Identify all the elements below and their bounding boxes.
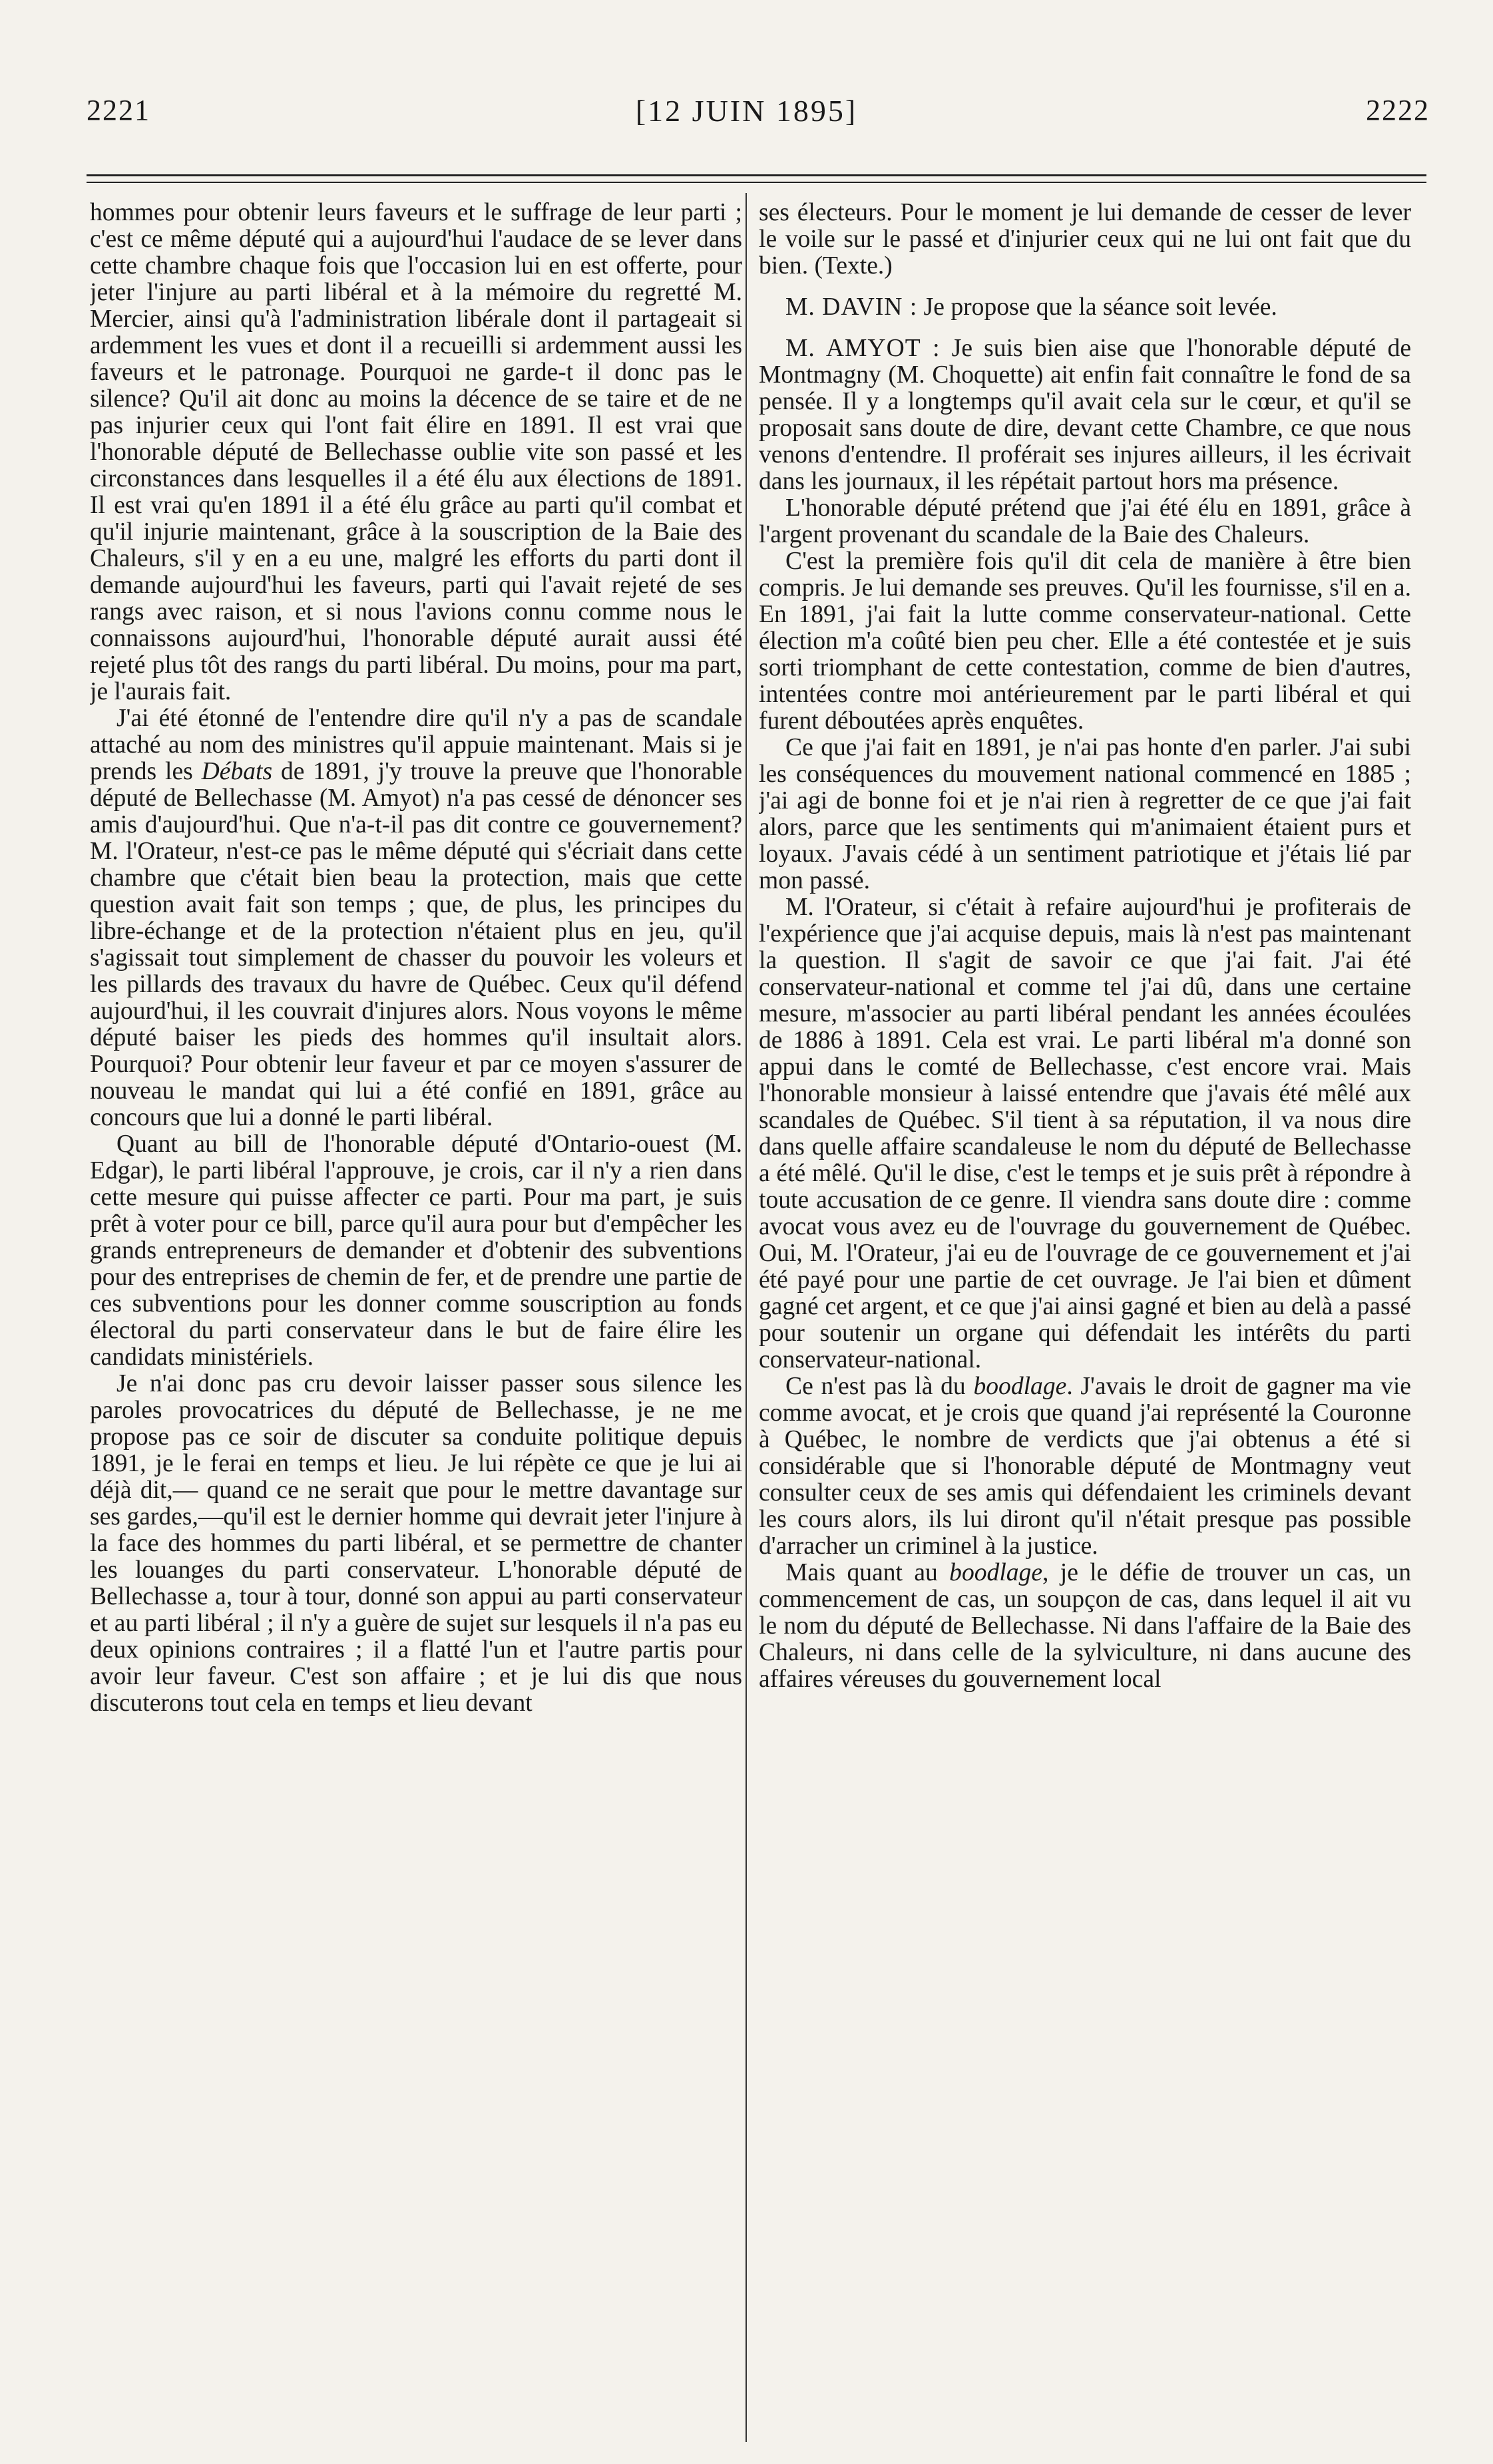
paragraph: Ce que j'ai fait en 1891, je n'ai pas honte d'en parler. J'ai subi les conséquences du mouvement national commencé en 1885 ; j'ai agi de bonne foi et je n'ai rien à regretter de ce que j'ai fait alors, parce que les sentiments qui m'animaient étaient purs et loyaux. J'avais cédé à un sentiment patriotique et j'étais lié par mon passé. bbox=[759, 734, 1411, 894]
paragraph: C'est la première fois qu'il dit cela de manière à être bien compris. Je lui demande ses preuves. Qu'il les fournisse, s'il en a. En 1891, j'ai fait la lutte comme conservateur-national. Cette élection m'a coûté bien peu cher. Elle a été contestée et je suis sorti triomphant de cette contestation, comme de bien d'autres, intentées contre moi antérieurement par le parti libéral et qui furent déboutées après enquêtes. bbox=[759, 548, 1411, 735]
text-run: . J'avais le droit de gagner ma vie comme avocat, et je crois que quand j'ai représenté la Couronne à Québec, le nombre de verdicts que j'ai obtenus a été si considérable que si l'honorable député de Montmagny veut consulter ceux de ses amis qui défendaient les criminels devant les cours alors, ils lui diront qu'il n'était presque pas possible d'arracher un criminel à la justice. bbox=[759, 1373, 1411, 1560]
text-run: Ce n'est pas là du bbox=[785, 1373, 974, 1400]
header-rule bbox=[87, 174, 1426, 176]
paragraph bbox=[759, 1373, 1411, 1560]
column-divider bbox=[746, 193, 747, 2442]
header-rule-thin bbox=[87, 182, 1426, 183]
speech-text: Je suis bien aise que l'honorable député de Montmagny (M. Choquette) ait enfin fait connaître le fond de sa pensée. Il y a longtemps qu'il avait cela sur le cœur, et qu'il se proposait sans doute de dire, devant cette Chambre, ce que nous venons d'entendre. Il proférait ses injures ailleurs, il les écrivait dans les journaux, il les répétait partout hors ma présence. bbox=[759, 335, 1411, 495]
text-run: , je le défie de trouver un cas, un commencement de cas, un soupçon de cas, dans lequel il ait vu le nom du député de Bellechasse. Ni dans l'affaire de la Baie des Chaleurs, ni dans celle de la sylviculture, ni dans aucune des affaires véreuses du gouvernement local bbox=[759, 1559, 1411, 1693]
italic-term: Débats bbox=[201, 758, 273, 785]
page-header bbox=[0, 0, 1493, 153]
page-number-left: 2221 bbox=[87, 94, 150, 126]
paragraph: L'honorable député prétend que j'ai été élu en 1891, grâce à l'argent provenant du scandale de la Baie des Chaleurs. bbox=[759, 494, 1411, 548]
paragraph: hommes pour obtenir leurs faveurs et le suffrage de leur parti ; c'est ce même député qui a aujourd'hui l'audace de se lever dans cette chambre chaque fois que l'occasion lui en est offerte, pour jeter l'injure au parti libéral et à la mémoire du regretté M. Mercier, ainsi qu'à l'administration libérale dont il partageait si ardemment les vues et dont il a recueilli si ardemment aussi les faveurs et le patronage. Pourquoi ne garde-t il donc pas le silence? Qu'il ait donc au moins la décence de se taire et de ne pas injurier ceux qui l'ont fait élire en 1891. Il est vrai que l'honorable député de Bellechasse oublie vite son passé et les circonstances dans lesquelles il a été élu aux élections de 1891. Il est vrai qu'en 1891 il a été élu grâce au parti qu'il combat et qu'il injurie maintenant, grâce à la souscription de la Baie des Chaleurs, s'il y en a eu une, malgré les efforts du parti dont il demande aujourd'hui les faveurs, parti qui l'avait rejeté de ses rangs avec raison, et si nous l'avions connu comme nous le connaissons aujourd'hui, l'honorable député aurait aussi été rejeté plus tôt des rangs du parti libéral. Du moins, pour ma part, je l'aurais fait. bbox=[90, 200, 742, 705]
italic-term: boodlage bbox=[973, 1373, 1067, 1400]
page-number-right: 2222 bbox=[1366, 94, 1430, 126]
paragraph: M. l'Orateur, si c'était à refaire aujourd'hui je profiterais de l'expérience que j'ai acquise depuis, mais là n'est pas maintenant la question. Il s'agit de savoir ce que j'ai fait. J'ai été conservateur-national et comme tel j'ai dû, dans une certaine mesure, m'associer au parti libéral pendant les années écoulées de 1886 à 1891. Cela est vrai. Le parti libéral m'a donné son appui dans le comté de Bellechasse, c'est encore vrai. Mais l'honorable monsieur à laissé entendre que j'avais été mêlé aux scandales de Québec. S'il tient à sa réputation, il va nous dire dans quelle affaire scandaleuse le nom du député de Bellechasse a été mêlé. Qu'il le dise, c'est le temps et je suis prêt à répondre à toute accusation de ce genre. Il viendra sans doute dire : comme avocat vous avez eu de l'ouvrage du gouvernement de Québec. Oui, M. l'Orateur, j'ai eu de l'ouvrage de ce gouvernement et j'ai été payé pour une partie de cet ouvrage. Je l'ai bien et dûment gagné cet argent, et ce que j'ai ainsi gagné et bien au delà a passé pour soutenir un organe qui défendait les intérêts du parti conservateur-national. bbox=[759, 894, 1411, 1373]
speech-amyot bbox=[759, 335, 1411, 495]
paragraph: Je n'ai donc pas cru devoir laisser passer sous silence les paroles provocatrices du député de Bellechasse, je ne me propose pas ce soir de discuter sa conduite politique depuis 1891, je le ferai en temps et lieu. Je lui répète ce que je lui ai déjà dit,— quand ce ne serait que pour le mettre davantage sur ses gardes,—qu'il est le dernier homme qui devrait jeter l'injure à la face des hommes du parti libéral, et se permettre de chanter les louanges du parti conservateur. L'honorable député de Bellechasse a, tour à tour, donné son appui au parti conservateur et au parti libéral ; il n'y a guère de sujet sur lesquels il n'a pas eu deux opinions contraires ; il a flatté l'un et l'autre partis pour avoir leur faveur. C'est son affaire ; et je lui dis que nous discuterons tout cela en temps et lieu devant bbox=[90, 1370, 742, 1717]
italic-term: boodlage bbox=[949, 1559, 1043, 1586]
paragraph: ses électeurs. Pour le moment je lui demande de cesser de lever le voile sur le passé et d'injurier ceux qui ne lui ont fait que du bien. (Texte.) bbox=[759, 200, 1411, 279]
right-column bbox=[759, 200, 1411, 2442]
text-run: Mais quant au bbox=[785, 1559, 950, 1586]
speaker-name: M. AMYOT : bbox=[785, 335, 941, 362]
speech-davin bbox=[759, 294, 1411, 321]
session-date: [12 JUIN 1895] bbox=[635, 94, 858, 128]
paragraph bbox=[759, 1560, 1411, 1693]
paragraph: J'ai été étonné de l'entendre dire qu'il n'y a pas de scandale attaché au nom des ministres qu'il appuie maintenant. Mais si je prends les Débats de 1891, j'y trouve la preuve que l'honorable député de Bellechasse (M. Amyot) n'a pas cessé de dénoncer ses amis d'aujourd'hui. Que n'a-t-il pas dit contre ce gouvernement? M. l'Orateur, n'est-ce pas le même député qui s'écriait dans cette chambre que c'était bien beau la protection, mais que cette question avait fait son temps ; que, de plus, les principes du libre-échange et de la protection n'étaient plus en jeu, qu'il s'agissait tout simplement de chasser du pouvoir les voleurs et les pillards des travaux du havre de Québec. Ceux qu'il défend aujourd'hui, il les couvrait d'injures alors. Nous voyons le même député baiser les pieds des hommes qu'il insultait alors. Pourquoi? Pour obtenir leur faveur et par ce moyen s'assurer de nouveau le mandat qui lui a été confié en 1891, grâce au concours que lui a donné le parti libéral. bbox=[90, 705, 742, 1131]
paragraph: Quant au bill de l'honorable député d'Ontario-ouest (M. Edgar), le parti libéral l'approuve, je crois, car il n'y a rien dans cette mesure qui puisse affecter ce parti. Pour ma part, je suis prêt à voter pour ce bill, parce qu'il aura pour but d'empêcher les grands entrepreneurs de demander et d'obtenir des subventions pour des entreprises de chemin de fer, et de prendre une partie de ces subventions pour les donner comme souscription au fonds électoral du parti conservateur dans le but de faire élire les candidats ministériels. bbox=[90, 1131, 742, 1371]
speaker-name: M. DAVIN : bbox=[785, 293, 918, 321]
left-column bbox=[90, 200, 742, 2442]
speech-text: Je propose que la séance soit levée. bbox=[917, 293, 1277, 321]
